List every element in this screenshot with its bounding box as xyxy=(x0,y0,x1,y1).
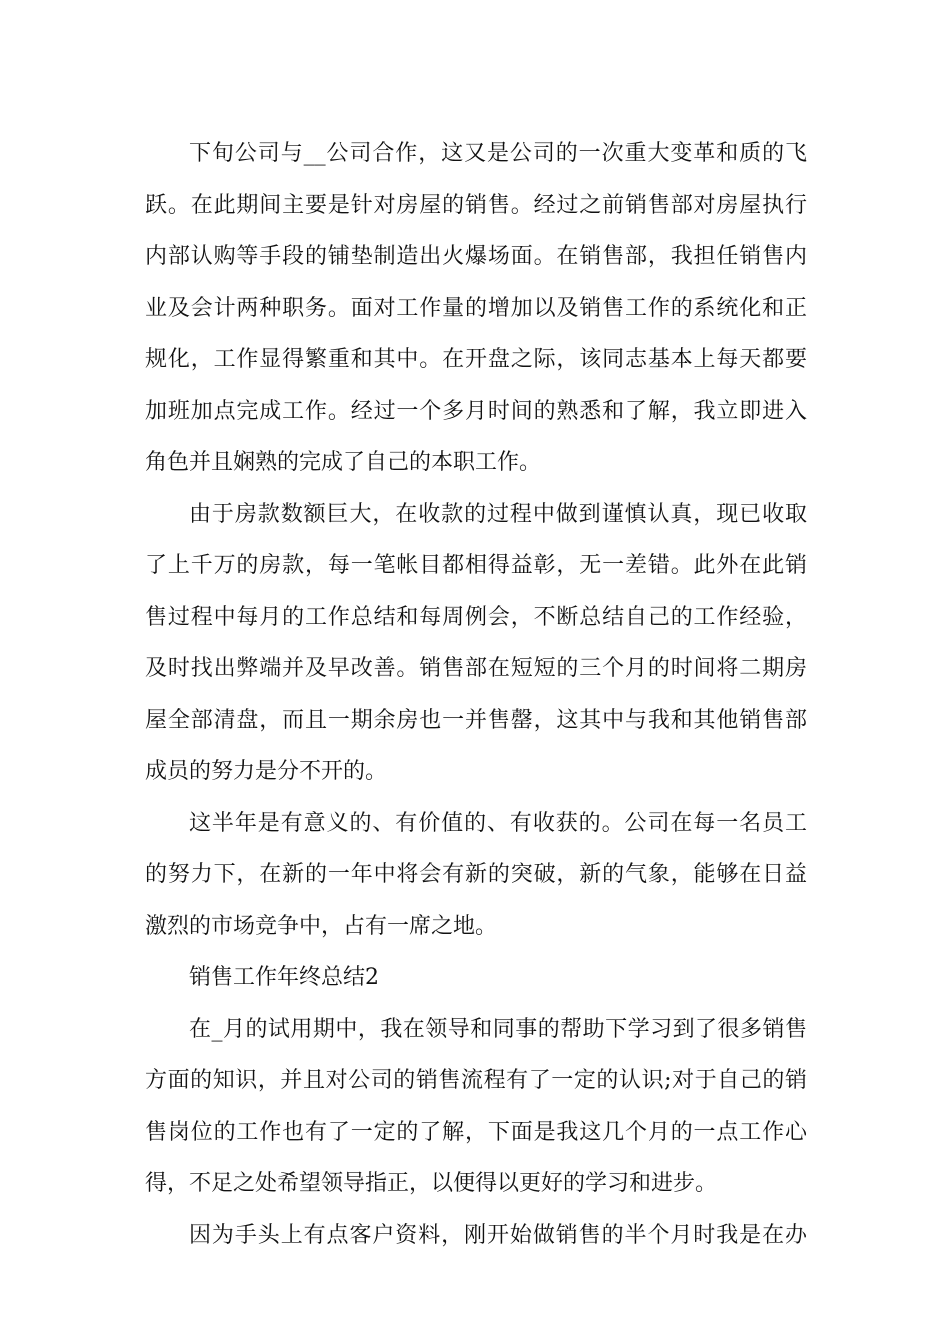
document-body xyxy=(145,128,807,1261)
paragraph-line: 方面的知识，并且对公司的销售流程有了一定的认识;对于自己的销 xyxy=(145,1068,807,1093)
paragraph-line: 的努力下，在新的一年中将会有新的突破，新的气象，能够在日益 xyxy=(145,862,807,887)
paragraph-line: 因为手头上有点客户资料，刚开始做销售的半个月时我是在办 xyxy=(189,1222,807,1248)
paragraph-line: 规化，工作显得繁重和其中。在开盘之际，该同志基本上每天都要 xyxy=(145,347,807,372)
paragraph-line: 成员的努力是分不开的。 xyxy=(145,759,388,784)
paragraph-line: 加班加点完成工作。经过一个多月时间的熟悉和了解，我立即进入 xyxy=(145,398,807,424)
paragraph-line: 跃。在此期间主要是针对房屋的销售。经过之前销售部对房屋执行 xyxy=(145,192,807,218)
section-heading xyxy=(145,952,807,1004)
paragraph-5 xyxy=(145,1004,807,1210)
paragraph-line: 得，不足之处希望领导指正，以便得以更好的学习和进步。 xyxy=(145,1171,718,1196)
paragraph-1 xyxy=(145,128,807,489)
paragraph-line: 及时找出弊端并及早改善。销售部在短短的三个月的时间将二期房 xyxy=(145,656,807,681)
paragraph-line: 售岗位的工作也有了一定的了解，下面是我这几个月的一点工作心 xyxy=(145,1119,807,1145)
paragraph-3 xyxy=(145,798,807,953)
paragraph-line: 业及会计两种职务。面对工作量的增加以及销售工作的系统化和正 xyxy=(145,295,807,321)
paragraph-line: 了上千万的房款，每一笔帐目都相得益彰，无一差错。此外在此销 xyxy=(145,553,807,578)
paragraph-line: 在_月的试用期中，我在领导和同事的帮助下学习到了很多销售 xyxy=(189,1016,807,1042)
paragraph-line: 售过程中每月的工作总结和每周例会，不断总结自己的工作经验， xyxy=(145,604,807,630)
paragraph-line: 屋全部清盘，而且一期余房也一并售罄，这其中与我和其他销售部 xyxy=(145,707,807,733)
paragraph-line: 内部认购等手段的铺垫制造出火爆场面。在销售部，我担任销售内 xyxy=(145,244,807,269)
paragraph-6 xyxy=(145,1210,807,1262)
paragraph-line: 下旬公司与__公司合作，这又是公司的一次重大变革和质的飞 xyxy=(189,141,807,166)
paragraph-line: 激烈的市场竞争中，占有一席之地。 xyxy=(145,913,498,939)
paragraph-line: 这半年是有意义的、有价值的、有收获的。公司在每一名员工 xyxy=(189,810,807,836)
section-heading-text: 销售工作年终总结2 xyxy=(189,965,379,990)
paragraph-line: 角色并且娴熟的完成了自己的本职工作。 xyxy=(145,450,542,475)
paragraph-2 xyxy=(145,489,807,798)
paragraph-line: 由于房款数额巨大，在收款的过程中做到谨慎认真，现已收取 xyxy=(189,501,807,527)
